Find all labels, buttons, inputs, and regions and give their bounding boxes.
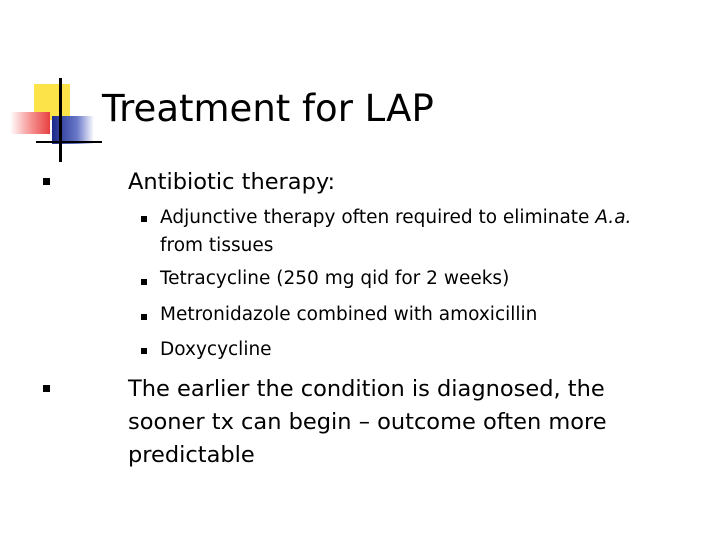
sub-bullet-icon [141, 348, 147, 354]
sub-bullet-icon [141, 314, 147, 320]
bullet-earlier-line-2: sooner tx can begin – outcome often more [128, 409, 607, 435]
sub-bullet-metronidazole: Metronidazole combined with amoxicillin [160, 304, 538, 325]
sub-bullet-tetracycline: Tetracycline (250 mg qid for 2 weeks) [160, 268, 510, 289]
sub-bullet-icon [141, 216, 147, 222]
sub-bullet-doxycycline: Doxycycline [160, 339, 272, 360]
slide-title: Treatment for LAP [102, 87, 434, 130]
logo-red-bar [10, 112, 50, 134]
bullet-antibiotic-therapy: Antibiotic therapy: [128, 169, 336, 195]
bullet-square-icon [43, 385, 50, 392]
bullet-earlier-line-1: The earlier the condition is diagnosed, the [128, 376, 605, 402]
sub-bullet-icon [141, 279, 147, 285]
logo-horizontal-line [36, 141, 102, 143]
sub-bullet-adjunctive [160, 204, 631, 232]
sub-bullet-adjunctive-continuation: from tissues [160, 235, 274, 256]
bullet-earlier-line-3: predictable [128, 442, 255, 468]
sub-bullet-adjunctive-italic: A.a. [595, 207, 632, 228]
logo-vertical-line [59, 78, 62, 162]
bullet-square-icon [43, 178, 50, 185]
sub-bullet-adjunctive-text: Adjunctive therapy often required to eliminate [160, 207, 596, 228]
